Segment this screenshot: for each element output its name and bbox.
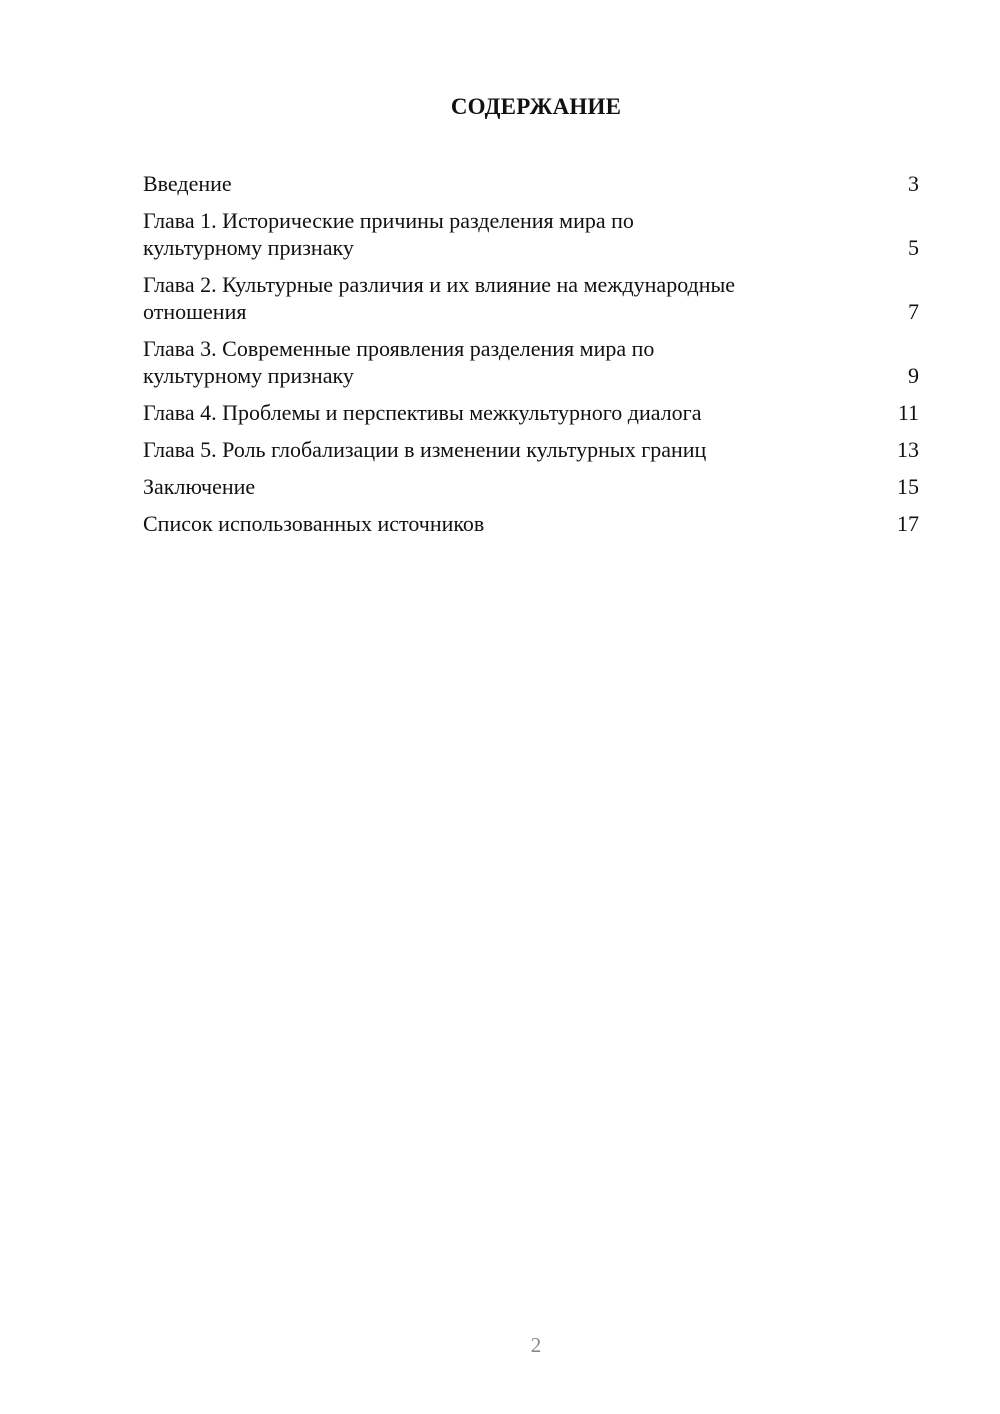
toc-entry-page: 11 (897, 400, 919, 425)
toc-entry-page: 7 (908, 299, 919, 324)
toc-entry-chapter-4[interactable] (143, 399, 919, 426)
toc-title: СОДЕРЖАНИЕ (450, 94, 622, 119)
toc-entry-page: 9 (908, 363, 919, 388)
toc-entry-page: 3 (908, 171, 919, 196)
toc-entry-page: 13 (897, 437, 919, 462)
toc-entry-introduction[interactable] (143, 170, 919, 197)
page-number: 2 (530, 1333, 542, 1357)
toc-entry-label: Глава 5. Роль глобализации в изменении культурных границ (143, 437, 707, 462)
toc-entry-label: Заключение (143, 474, 256, 499)
toc-entry-chapter-3[interactable] (143, 335, 919, 389)
toc-entry-page: 15 (897, 474, 919, 499)
toc-entry-label: Список использованных источников (143, 511, 485, 536)
toc-entry-chapter-2[interactable] (143, 271, 919, 325)
toc-entry-page: 5 (908, 235, 919, 260)
toc-entry-label: Глава 4. Проблемы и перспективы межкультурного диалога (143, 400, 702, 425)
toc-entry-conclusion[interactable] (143, 473, 919, 500)
toc-entry-page: 17 (897, 511, 919, 536)
toc-entry-label: Введение (143, 171, 232, 196)
toc-entry-label: Глава 3. Современные проявления разделения мира по культурному признаку (143, 336, 655, 388)
toc-entry-label: Глава 1. Исторические причины разделения мира по культурному признаку (143, 208, 634, 260)
toc-entry-chapter-5[interactable] (143, 436, 919, 463)
toc-entry-references[interactable] (143, 510, 919, 537)
toc-list (143, 170, 919, 547)
toc-entry-chapter-1[interactable] (143, 207, 919, 261)
toc-entry-label: Глава 2. Культурные различия и их влияние на международные отношения (143, 272, 736, 324)
